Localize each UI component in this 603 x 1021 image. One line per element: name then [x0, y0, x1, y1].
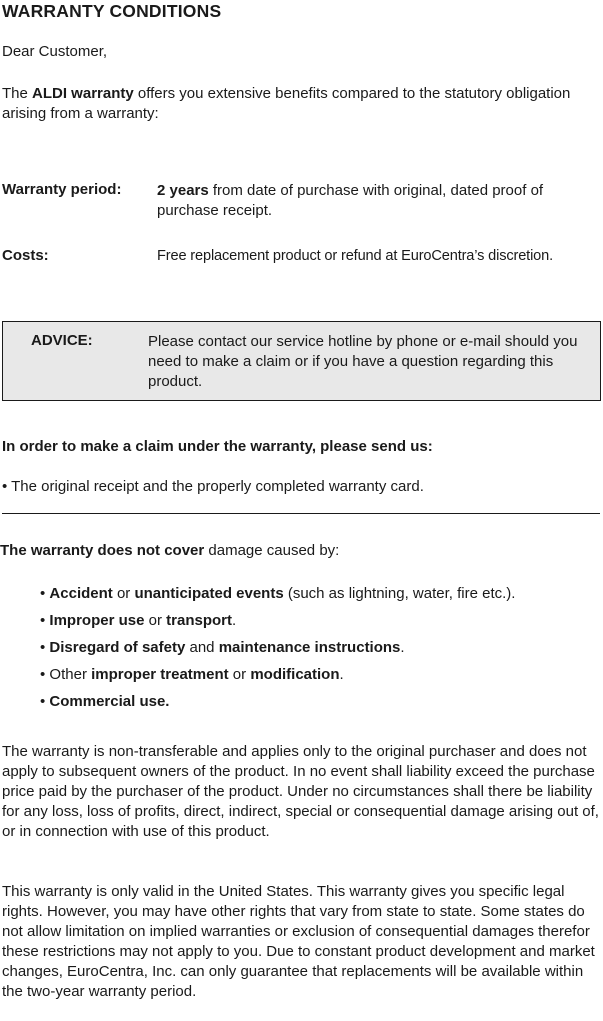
exclusions-heading-rest: damage caused by: — [204, 542, 340, 559]
validity-paragraph: This warranty is only valid in the United States. This warranty gives you specific legal rights. However, you may have other rights that vary from state to state. Some states do not allow limitation on implied warranties or exclusion of consequential damages therefor these restrictions may not apply to you. Due to constant product development and market changes, EuroCentra, Inc. can only guarantee that replacements will be available within the two-year warranty period. — [2, 883, 595, 1000]
exclusions-heading-bold: The warranty does not cover — [0, 542, 205, 559]
intro-post: offers you extensive benefits compared to the statutory obligation arising from a warranty: — [2, 85, 571, 122]
intro-brand: ALDI warranty — [32, 85, 134, 102]
item-joiner: or — [112, 585, 135, 602]
page-title: WARRANTY CONDITIONS — [2, 1, 222, 21]
costs-text: Free replacement product or refund at EuroCentra’s discretion. — [157, 248, 554, 264]
item-term: Accident — [49, 585, 113, 602]
warranty-period-text — [157, 181, 602, 221]
item-joiner: or — [228, 666, 251, 683]
list-item: • Improper use or transport. — [40, 612, 237, 629]
advice-text: Please contact our service hotline by phone or e-mail should you need to make a claim or if you have a question regarding this product. — [148, 333, 578, 390]
greeting: Dear Customer, — [2, 43, 108, 60]
item-joiner: and — [185, 639, 219, 656]
divider — [2, 513, 600, 514]
warranty-period-detail: from date of purchase with original, dated proof of purchase receipt. — [157, 182, 544, 219]
item-term: Disregard of safety — [49, 639, 186, 656]
advice-label: ADVICE: — [31, 332, 93, 349]
item-term: transport — [166, 612, 232, 629]
item-suffix: . — [339, 666, 344, 683]
item-term: improper treatment — [91, 666, 229, 683]
item-term: Commercial use. — [49, 693, 170, 710]
item-term: unanticipated events — [134, 585, 284, 602]
item-suffix: (such as lightning, water, fire etc.). — [283, 585, 516, 602]
warranty-period-duration: 2 years — [157, 182, 209, 199]
intro-pre: The — [2, 85, 33, 102]
list-item: • Commercial use. — [40, 693, 170, 710]
item-prefix: Other — [49, 666, 92, 683]
transferability-paragraph: The warranty is non-transferable and applies only to the original purchaser and does not apply to subsequent owners of the product. In no event shall liability exceed the purchase price paid by the purchaser of the product. Under no circumstances shall there be liability for any loss, loss of profits, direct, indirect, special or consequential damage arising out of, or in connection with use of this product. — [2, 743, 599, 840]
exclusions-heading — [0, 541, 339, 561]
claim-item: • The original receipt and the properly completed warranty card. — [2, 478, 424, 495]
costs-label: Costs: — [2, 247, 49, 264]
claim-heading: In order to make a claim under the warranty, please send us: — [2, 438, 433, 455]
item-suffix: . — [400, 639, 405, 656]
item-term: maintenance instructions — [218, 639, 401, 656]
list-item: • Disregard of safety and maintenance instructions. — [40, 639, 405, 656]
list-item: • Accident or unanticipated events (such as lightning, water, fire etc.). — [40, 585, 516, 602]
item-joiner: or — [144, 612, 167, 629]
item-suffix: . — [231, 612, 237, 629]
intro-paragraph — [2, 84, 592, 124]
item-term: Improper use — [49, 612, 145, 629]
exclusions-list — [40, 584, 515, 719]
list-item: • Other improper treatment or modification. — [40, 666, 344, 683]
item-term: modification — [250, 666, 340, 683]
warranty-period-label: Warranty period: — [2, 181, 122, 198]
advice-box — [2, 321, 601, 401]
